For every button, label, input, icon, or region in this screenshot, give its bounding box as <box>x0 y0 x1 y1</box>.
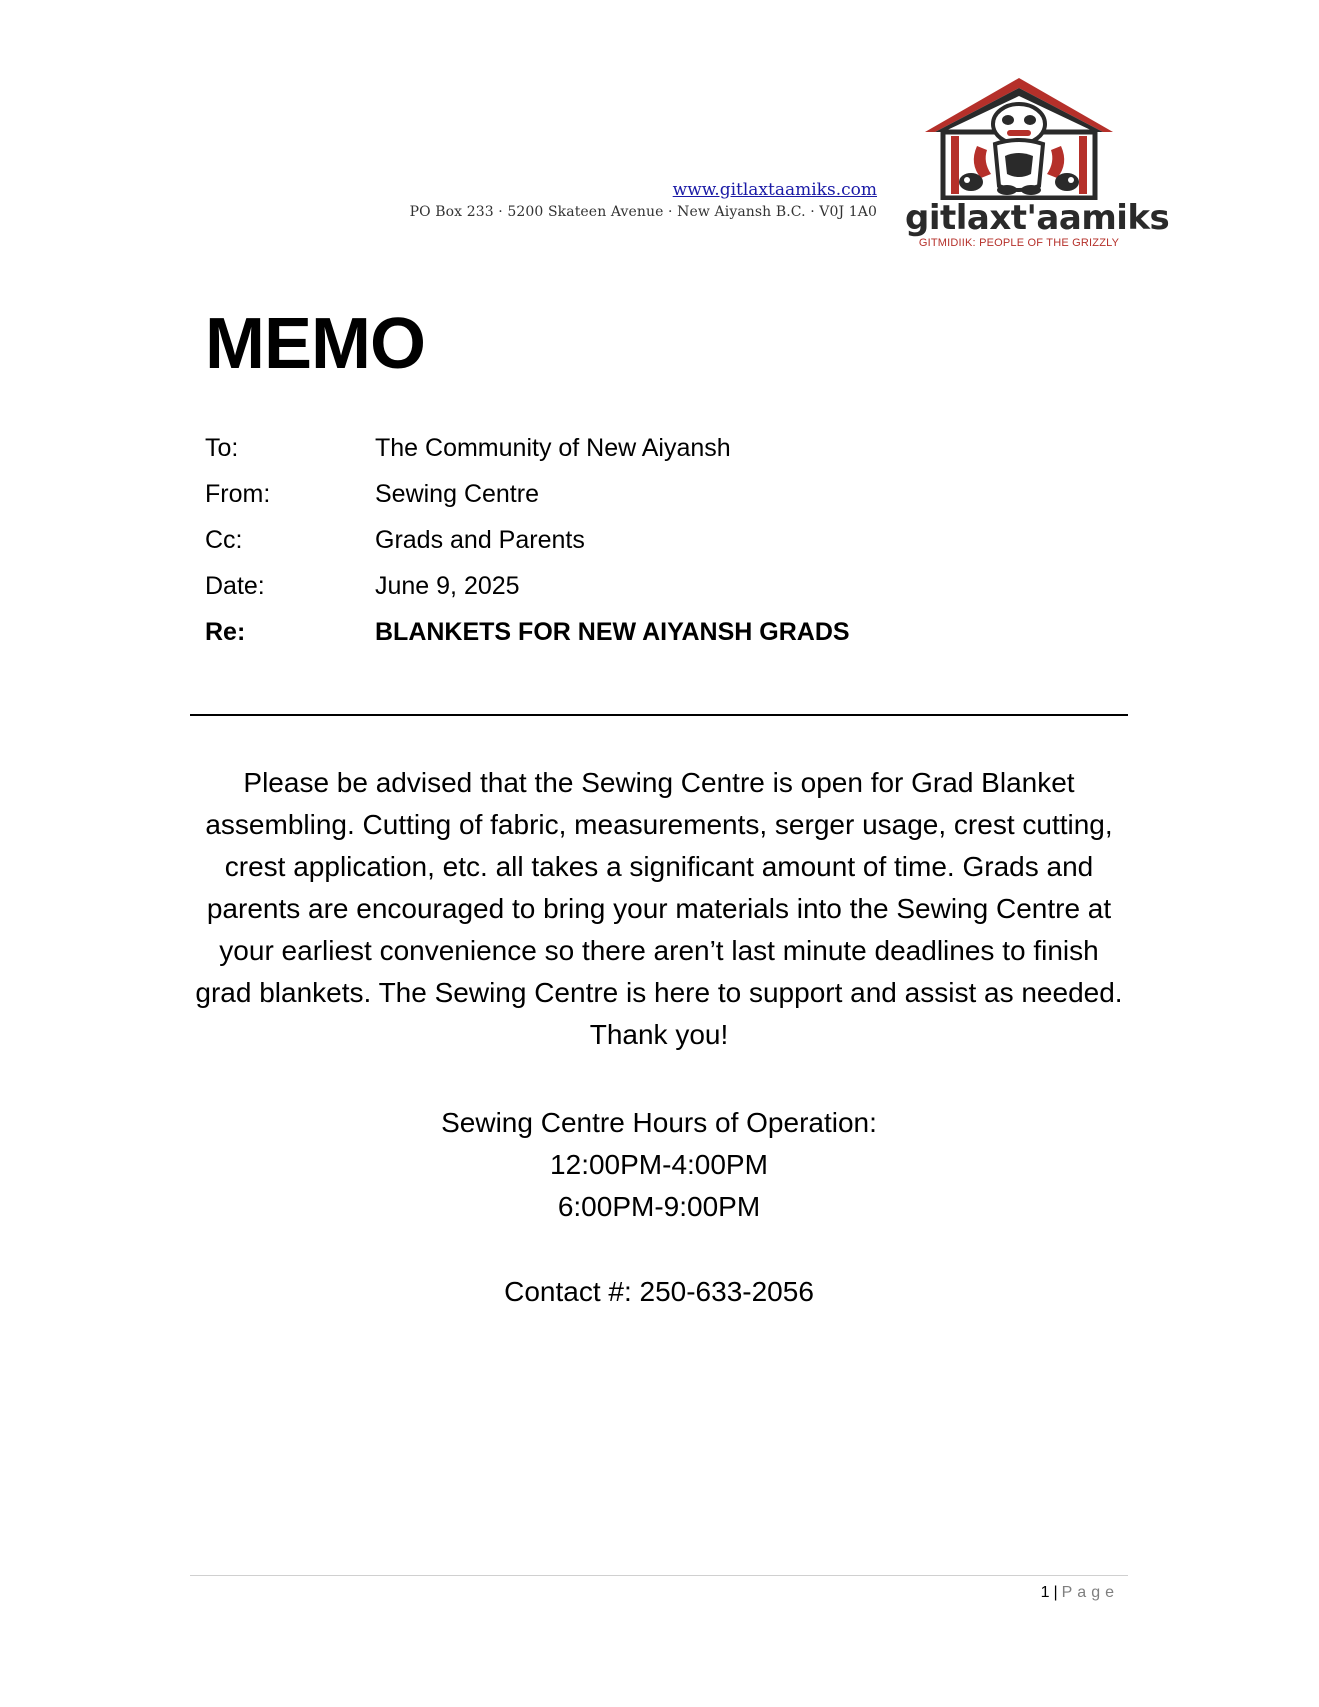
field-label: To: <box>205 434 239 462</box>
letterhead-contact <box>410 180 877 220</box>
contact-number: Contact #: 250-633-2056 <box>504 1276 814 1307</box>
hours-slot: 6:00PM-9:00PM <box>557 1191 761 1222</box>
page-number-value: 1 <box>1040 1584 1050 1601</box>
gitlaxtaamiks-logo <box>905 74 1170 254</box>
field-value: BLANKETS FOR NEW AIYANSH GRADS <box>375 618 850 646</box>
page-number <box>1041 1584 1119 1602</box>
logo-tagline: GITMIDIIK: PEOPLE OF THE GRIZZLY <box>918 237 1120 249</box>
field-label: Cc: <box>205 526 243 554</box>
logo-wordmark: gitlaxt'aamiks <box>905 198 1170 238</box>
field-label: From: <box>205 480 271 508</box>
page-number-separator: | <box>1053 1584 1058 1601</box>
website-link[interactable]: www.gitlaxtaamiks.com <box>672 180 877 200</box>
header-divider <box>190 714 1128 716</box>
hours-heading: Sewing Centre Hours of Operation: <box>441 1107 877 1138</box>
field-value: June 9, 2025 <box>375 572 520 600</box>
field-value: Sewing Centre <box>375 480 539 508</box>
footer-divider <box>190 1575 1128 1576</box>
field-label: Date: <box>205 572 265 600</box>
memo-body: Please be advised that the Sewing Centre is open for Grad Blanket assembling. Cutting of fabric, measurements, serger usage, crest cutting, crest application, etc. all takes a significant amount of time. Grads and parents are encouraged to bring your materials into the Sewing Centre at your earliest convenience so there aren’t last minute deadlines to finish grad blankets. The Sewing Centre is here to support and assist as needed. Thank you! <box>195 767 1123 1050</box>
longhouse-crest-icon <box>921 74 1117 200</box>
page-word: Page <box>1061 1584 1119 1601</box>
hours-of-operation <box>190 1102 1128 1228</box>
field-value: The Community of New Aiyansh <box>375 434 731 462</box>
field-label: Re: <box>205 618 246 646</box>
field-value: Grads and Parents <box>375 526 585 554</box>
memo-title: MEMO <box>205 304 425 384</box>
hours-slot: 12:00PM-4:00PM <box>550 1149 768 1180</box>
address-line: PO Box 233 · 5200 Skateen Avenue · New Aiyansh B.C. · V0J 1A0 <box>409 204 877 220</box>
